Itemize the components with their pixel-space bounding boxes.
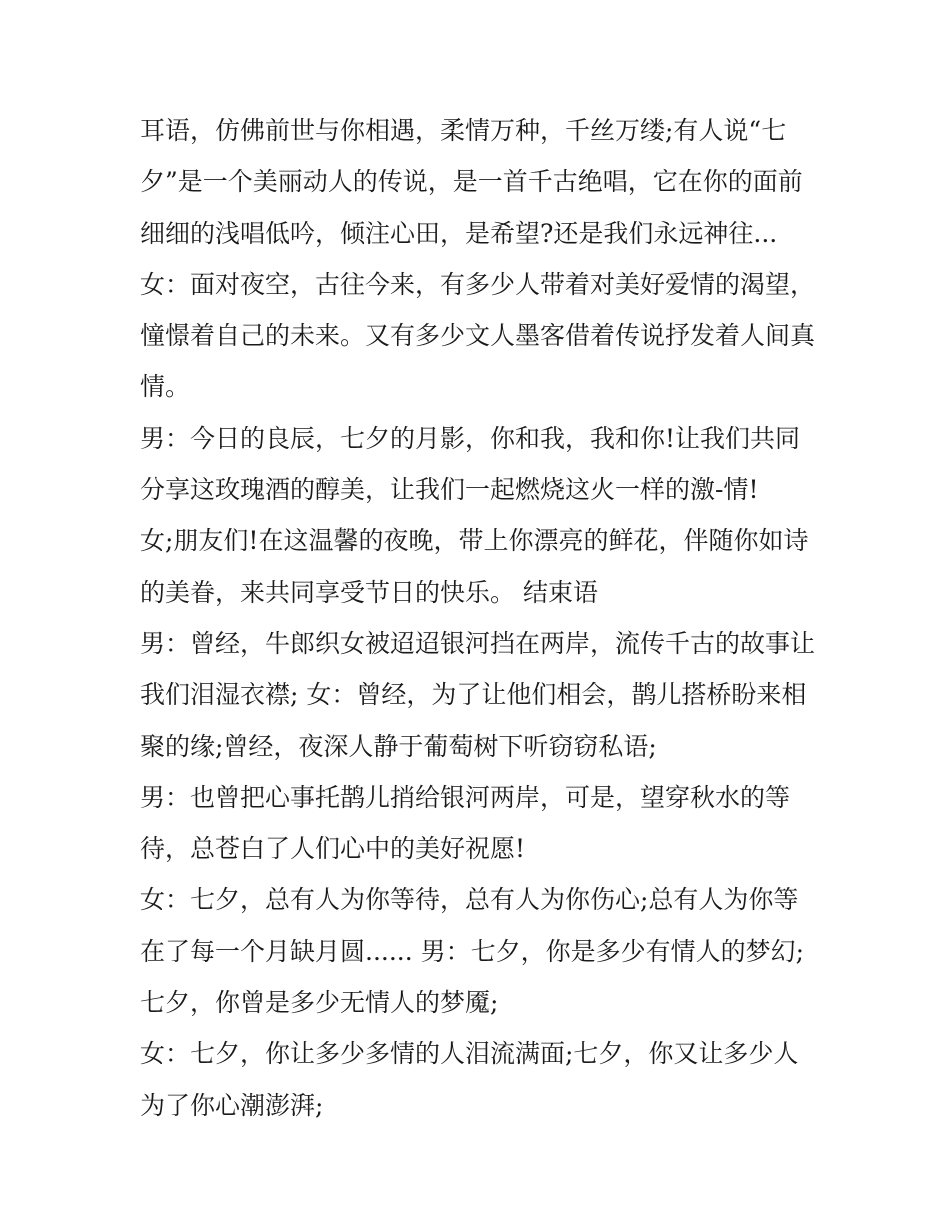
- text-line: 待，总苍白了人们心中的美好祝愿!: [140, 834, 526, 864]
- document-body: [140, 105, 830, 1131]
- text-line: 的美眷，来共同享受节日的快乐。 结束语: [140, 577, 598, 607]
- text-line: 憧憬着自己的未来。又有多少文人墨客借着传说抒发着人间真: [140, 321, 816, 351]
- text-line: 女：七夕，你让多少多情的人泪流满面;七夕，你又让多少人: [140, 1039, 799, 1069]
- text-line: 男：也曾把心事托鹊儿捎给银河两岸，可是，望穿秋水的等: [140, 782, 791, 812]
- text-line: 分享这玫瑰酒的醇美，让我们一起燃烧这火一样的激-情!: [140, 475, 759, 505]
- text-line: 女：七夕，总有人为你等待，总有人为你伤心;总有人为你等: [140, 885, 799, 915]
- text-line: 男：曾经，牛郎织女被迢迢银河挡在两岸，流传千古的故事让: [140, 628, 816, 658]
- text-line: 女;朋友们!在这温馨的夜晚，带上你漂亮的鲜花，伴随你如诗: [140, 526, 809, 556]
- text-line: 情。: [140, 372, 191, 402]
- text-line: 为了你心潮澎湃;: [140, 1090, 324, 1120]
- text-line: 在了每一个月缺月圆...... 男：七夕，你是多少有情人的梦幻;: [140, 936, 805, 966]
- text-line: 细细的浅唱低吟，倾注心田，是希望?还是我们永远神往...: [140, 218, 778, 248]
- text-line: 耳语，仿佛前世与你相遇，柔情万种，千丝万缕;有人说“七: [140, 116, 787, 145]
- text-line: 夕”是一个美丽动人的传说，是一首千古绝唱，它在你的面前: [140, 167, 803, 197]
- text-line: 七夕，你曾是多少无情人的梦魇;: [140, 988, 499, 1018]
- text-line: 聚的缘;曾经，夜深人静于葡萄树下听窃窃私语;: [140, 731, 657, 761]
- text-line: 我们泪湿衣襟; 女：曾经，为了让他们相会，鹊儿搭桥盼来相: [140, 680, 807, 710]
- text-line: 男：今日的良辰，七夕的月影，你和我，我和你!让我们共同: [140, 423, 801, 453]
- text-line: 女：面对夜空，古往今来，有多少人带着对美好爱情的渴望，: [140, 269, 816, 299]
